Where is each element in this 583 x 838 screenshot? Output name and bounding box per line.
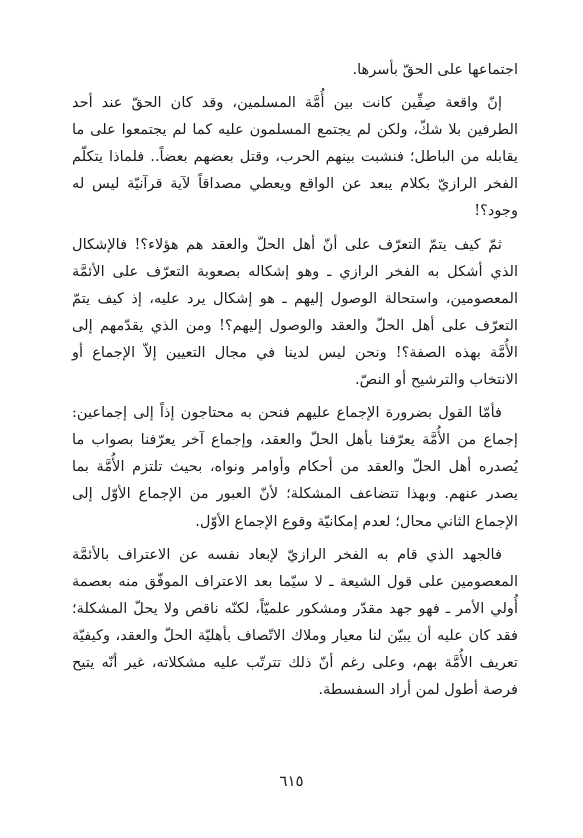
paragraph-3: ثمّ كيف يتمّ التعرّف على أنّ أهل الحلّ والعقد هم هؤلاء؟! فالإشكال الذي أشكل به الفخر الرازي ـ وهو إشكاله بصعوبة التعرّف على الأئمَّة المعصومين، واستحالة الوصول إليهم ـ هو إشكال يرد عليه، إذ كيف يتمّ التعرّف على أهل الحلّ والعقد والوصول إليهم؟! ومن الذي يقدّمهم إلى الأُمَّة بهذه الصفة؟! ونحن ليس لدينا في مجال التعيين إلاّ الإجماع أو الانتخاب والترشيح أو النصّ.: [72, 235, 518, 389]
page-number: ٦١٥: [279, 772, 304, 790]
paragraph-1: اجتماعها على الحقّ بأسرها.: [352, 61, 518, 78]
paragraph-2: إنّ واقعة صِفِّين كانت بين أُمَّة المسلمين، وقد كان الحقّ عند أحد الطرفين بلا شكّ، ولكن لم يجتمع المسلمون عليه كما لم يجتمعوا على ما يقابله من الباطل؛ فنشبت بينهم الحرب، وقتل بعضهم بعضاً.. فلماذا يتكلّم الفخر الرازيّ بكلام يبعد عن الواقع ويعطي مصداقاً لآية قرآنيّة ليس له وجود؟!: [72, 94, 518, 220]
page-body: [72, 56, 518, 703]
paragraph-4: فأمّا القول بضرورة الإجماع عليهم فنحن به محتاجون إذاً إلى إجماعين: إجماع من الأُمَّة يعرّفنا بأهل الحلّ والعقد، وإجماع آخر يعرّفنا بصواب ما يُصدره أهل الحلّ والعقد من أحكام وأوامر ونواه، بحيث تلتزم الأُمَّة بما يصدر عنهم. وبهذا تتضاعف المشكلة؛ لأنّ العبور من الإجماع الأوّل إلى الإجماع الثاني محال؛ لعدم إمكانيّة وقوع الإجماع الأوّل.: [72, 404, 518, 530]
paragraph-5: فالجهد الذي قام به الفخر الرازيّ لإبعاد نفسه عن الاعتراف بالأئمَّة المعصومين على قول الشيعة ـ لا سيّما بعد الاعتراف الموفّق منه بعصمة أُولي الأمر ـ فهو جهد مقدّر ومشكور علميّاً، لكنّه ناقص ولا يحلّ المشكلة؛ فقد كان عليه أن يبيّن لنا معيار وملاك الاتّصاف بأهليّة الحلّ والعقد، وكيفيّة تعريف الأُمَّة بهم، وعلى رغم أنّ ذلك تترتّب عليه مشكلاته، غير أنّه يتيح فرصة أطول لمن أراد السفسطة.: [72, 545, 518, 699]
